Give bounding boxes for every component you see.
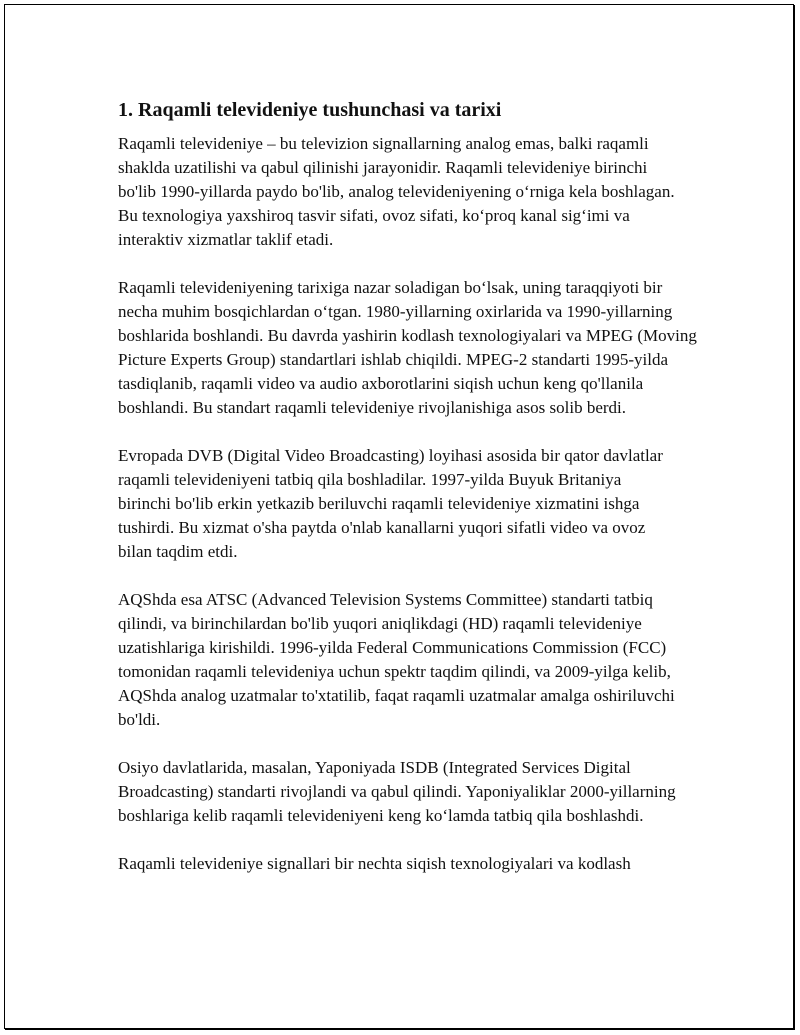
paragraph-asia-isdb: Osiyo davlatlarida, masalan, Yaponiyada ISDB (Integrated Services Digital Broadcasting) standarti rivojlandi va qabul qilindi. Yaponiyaliklar 2000-yillarning boshlariga kelib raqamli televideniyeni keng ko‘lamda tatbiq qila boshlashdi. — [118, 758, 676, 825]
paragraph-usa-atsc: AQShda esa ATSC (Advanced Television Systems Committee) standarti tatbiq qilindi, va birinchilardan bo'lib yuqori aniqlikdagi (HD) raqamli televideniye uzatishlariga kirishildi. 1996-yilda Federal Communications Commission (FCC) tomonidan raqamli televideniya uchun spektr taqdim qilindi, va 2009-yilga kelib, AQShda analog uzatmalar to'xtatilib, faqat raqamli uzatmalar amalga oshiriluvchi bo'ldi. — [118, 590, 675, 729]
paragraph-definition: Raqamli televideniye – bu televizion signallarning analog emas, balki raqamli shaklda uzatilishi va qabul qilinishi jarayonidir. Raqamli televideniye birinchi bo'lib 1990-yillarda paydo bo'lib, analog televideniyening o‘rniga kela boshlagan. Bu texnologiya yaxshiroq tasvir sifati, ovoz sifati, ko‘proq kanal sig‘imi va interaktiv xizmatlar taklif etadi. — [118, 134, 675, 249]
paragraph-history: Raqamli televideniyening tarixiga nazar soladigan bo‘lsak, uning taraqqiyoti bir necha muhim bosqichlardan o‘tgan. 1980-yillarning oxirlarida va 1990-yillarning boshlarida boshlandi. Bu davrda yashirin kodlash texnologiyalari va MPEG (Moving Picture Experts Group) standartlari ishlab chiqildi. MPEG-2 standarti 1995-yilda tasdiqlanib, raqamli video va audio axborotlarini siqish uchun keng qo'llanila boshlandi. Bu standart raqamli televideniye rivojlanishiga asos solib berdi. — [118, 278, 697, 417]
document-body — [118, 97, 718, 900]
paragraph-signals: Raqamli televideniye signallari bir nechta siqish texnologiyalari va kodlash — [118, 854, 631, 873]
paragraph-europe-dvb: Evropada DVB (Digital Video Broadcasting) loyihasi asosida bir qator davlatlar raqamli televideniyeni tatbiq qila boshladilar. 1997-yilda Buyuk Britaniya birinchi bo'lib erkin yetkazib beriluvchi raqamli televideniye xizmatini ishga tushirdi. Bu xizmat o'sha paytda o'nlab kanallarni yuqori sifatli video va ovoz bilan taqdim etdi. — [118, 446, 663, 561]
section-heading: 1. Raqamli televideniye tushunchasi va tarixi — [118, 99, 502, 121]
document-page — [4, 4, 794, 1029]
